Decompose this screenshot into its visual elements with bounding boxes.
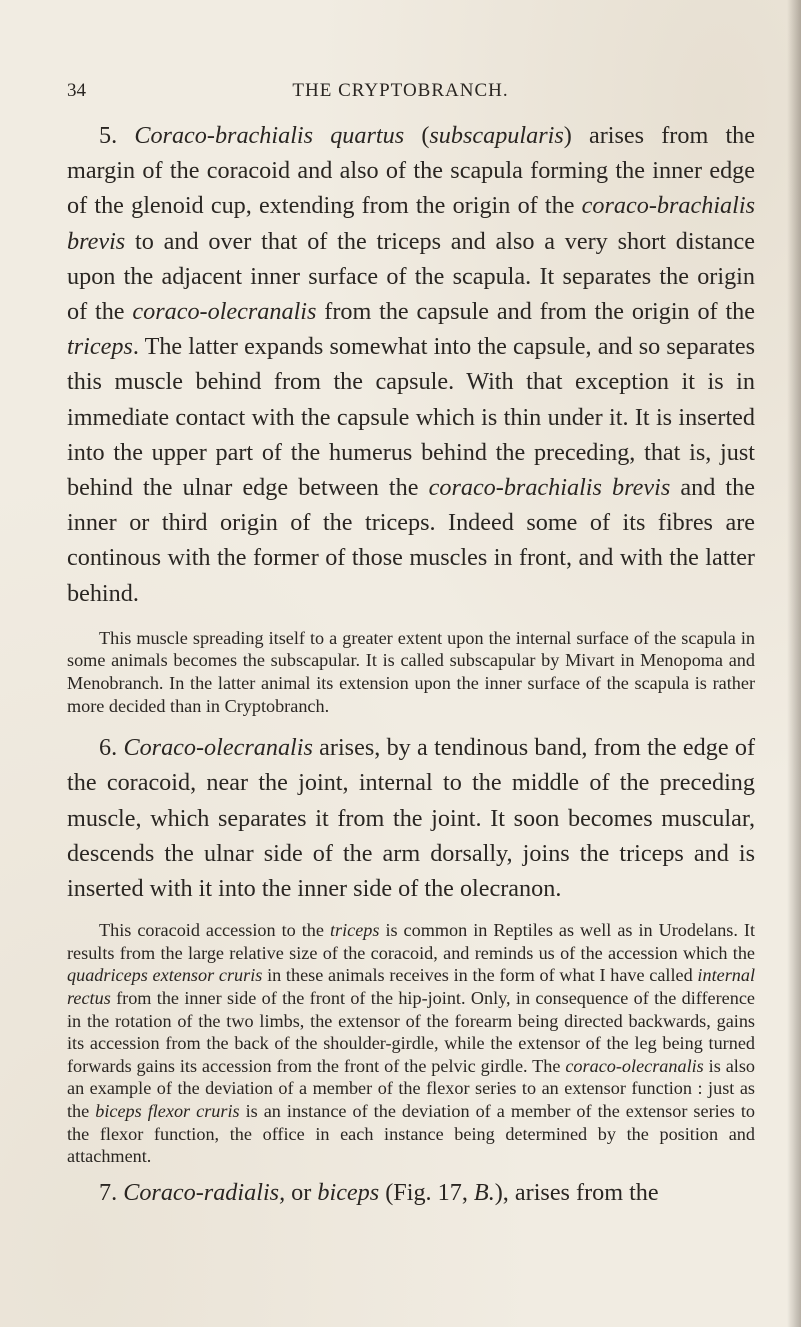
italic-term: subscapularis bbox=[429, 122, 564, 149]
italic-term: biceps flexor cruris bbox=[95, 1100, 240, 1121]
note-subscapular bbox=[67, 627, 755, 717]
italic-term: Coraco-radialis, bbox=[123, 1178, 286, 1206]
text-run: This coracoid accession to the bbox=[99, 920, 330, 941]
italic-term: coraco-olecranalis bbox=[565, 1055, 704, 1076]
text-run: 6. bbox=[99, 734, 124, 762]
text-run: is also an example of the deviation of a member of the flexor series to an extensor function : just as the bbox=[67, 1055, 755, 1121]
text-run: from the inner side of the front of the hip-joint. Only, in consequence of the difference in the rotation of the two limbs, the extensor of the forearm being directed backwards, gains its accession from the back of the shoulder-girdle, while the extensor of the leg being turned forwards gains its accession from the front of the pelvic girdle. The bbox=[67, 988, 755, 1076]
text-run: ( bbox=[404, 122, 430, 149]
italic-term: Coraco-brachialis quartus bbox=[134, 122, 405, 149]
text-run: arises, by a tendinous band, from the edge of the coracoid, near the joint, internal to the middle of the preceding muscle, which separates it from the joint. It soon becomes muscular, descends the ulnar side of the arm dorsally, joins the triceps and is inserted with it into the inner side of the olecranon. bbox=[67, 734, 755, 903]
text-run: or bbox=[285, 1178, 318, 1206]
running-title: THE CRYPTOBRANCH. bbox=[292, 80, 509, 101]
italic-term: triceps bbox=[67, 333, 133, 361]
italic-term: biceps bbox=[317, 1178, 380, 1206]
text-run: is common in Reptiles as well as in Urodelans. It results from the large relative size of the coracoid, and reminds us of the accession which the bbox=[67, 920, 756, 963]
text-run: (Fig. 17, bbox=[379, 1178, 474, 1206]
note-coracoid-accession bbox=[67, 919, 755, 1168]
text-run: is an instance of the deviation of a member of the extensor series to the flexor function, the office in each instance being determined by the position and attachment. bbox=[67, 1100, 755, 1167]
italic-term: coraco-brachialis brevis bbox=[428, 474, 671, 502]
text-run: in these animals receives in the form of what I have called bbox=[262, 965, 698, 986]
text-run: and the inner or third origin of the triceps. Indeed some of its fibres are continous with the former of those muscles in front, and with the latter behind. bbox=[67, 474, 755, 607]
running-head bbox=[0, 80, 801, 106]
italic-term: coraco-brachialis brevis bbox=[67, 192, 755, 255]
text-run: This muscle spreading itself to a greater extent upon the internal surface of the scapula in some animals becomes the subscapular. It is called subscapular by Mivart in Menopoma and Menobranch. In the latter animal its extension upon the inner surface of the scapula is rather more decided than in Cryptobranch. bbox=[67, 627, 755, 716]
text-run: 5. bbox=[99, 122, 135, 149]
paragraph-coraco-olecranalis bbox=[67, 730, 755, 906]
body-text bbox=[67, 118, 755, 1210]
paragraph-coraco-radialis bbox=[67, 1175, 755, 1210]
text-run: . The latter expands somewhat into the capsule, and so separates this muscle behind from the capsule. With that exception it is in immediate contact with the capsule which is thin under it. It is inserted into the upper part of the humerus behind the preceding, that is, just behind the ulnar edge between the bbox=[67, 333, 755, 502]
text-run: from the capsule and from the origin of the bbox=[316, 298, 755, 326]
paragraph-coraco-brachialis-quartus bbox=[67, 118, 755, 611]
italic-term: quadriceps extensor cruris bbox=[67, 965, 263, 986]
text-run: to and over that of the triceps and also a very short distance upon the adjacent inner surface of the scapula. It separates the origin of the bbox=[67, 227, 755, 326]
italic-term: coraco-olecranalis bbox=[132, 298, 317, 326]
italic-term: triceps bbox=[329, 920, 380, 941]
text-run: 7. bbox=[99, 1178, 124, 1206]
page-number: 34 bbox=[67, 80, 86, 101]
italic-term: Coraco-olecranalis bbox=[123, 734, 313, 762]
text-run: ), arises from the bbox=[494, 1178, 659, 1206]
italic-term: internal rectus bbox=[67, 965, 756, 1009]
italic-term: B. bbox=[473, 1178, 495, 1206]
page-edge-shadow bbox=[787, 0, 801, 1327]
text-run: ) arises from the margin of the coracoid and also of the scapula forming the inner edge of the glenoid cup, extending from the origin of the bbox=[67, 122, 755, 220]
